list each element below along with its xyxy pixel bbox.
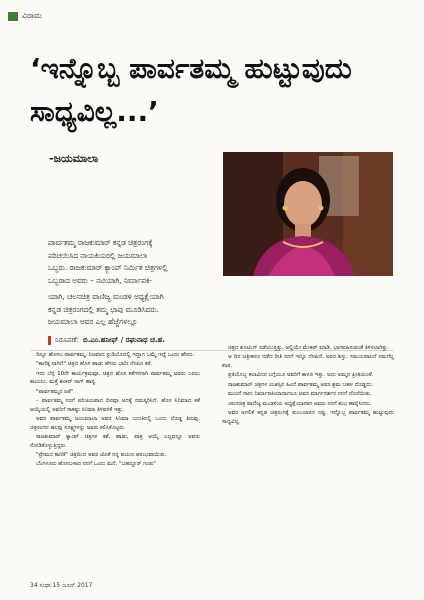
paragraph: ಪ್ರತಿಯೊಬ್ಬ ಕಲಾವಿದರ ಬಗ್ಗೆಯೂ ಅವರಿಗೆ ಕಾಳಜಿ ಇತ್ತು. ಅದು ಅಮ್ಮನ ಪ್ರೀತಿಯಂತೆ. bbox=[228, 372, 374, 379]
section-color-box bbox=[8, 12, 18, 21]
paragraph: ಆ ದಿನ ಚಿತ್ರೀಕರಣ ನಡೆದ ರೀತಿ ನನಗೆ ಇನ್ನೂ ನೆನಪಿದೆ. ಅವರ ಶಿಸ್ತು, ಸಮಯಪಾಲನೆ ನಮಗೆಲ್ಲ ಪಾಠ. bbox=[222, 354, 394, 369]
portrait-photo bbox=[223, 152, 393, 276]
byline: -ಜಯಮಾಲಾ bbox=[49, 152, 99, 165]
paragraph: ರಾಜಕುಮಾರ್ ಚಿತ್ರಗಳ ಯಶಸ್ಸಿನ ಹಿಂದೆ ಪಾರ್ವತಮ್ಮ ಅವರ ಶ್ರಮ ಬಹಳ ದೊಡ್ಡದು. bbox=[228, 381, 374, 388]
intro-line: ಯಾಗಿ, ಚಲನಚಿತ್ರ ವಾಣಿಜ್ಯ ಮಂಡಳಿ ಅಧ್ಯಕ್ಷೆಯಾಗಿ bbox=[48, 292, 164, 301]
intro-line: ಪರಿಚಯಿಸಿದ ನಾಯಕಿಯರಲ್ಲಿ ಜಯಮಾಲಾ bbox=[48, 250, 148, 260]
intro-line: ಪಾರ್ವತಮ್ಮ ರಾಜಕುಮಾರ್ ಕನ್ನಡ ಚಿತ್ರರಂಗಕ್ಕೆ bbox=[48, 238, 153, 247]
paragraph: ಅವರ ಅಗಲಿಕೆ ಕನ್ನಡ ಚಿತ್ರರಂಗಕ್ಕೆ ತುಂಬಲಾರದ ನಷ್ಟ. ಇನ್ನೊಬ್ಬ ಪಾರ್ವತಮ್ಮ ಹುಟ್ಟುವುದು ಸಾಧ್ಯವಿಲ್ಲ. bbox=[222, 410, 394, 425]
paragraph: "ಪಾರ್ವತಮ್ಮರ ಜತೆ" bbox=[36, 388, 74, 395]
paragraph: ಮುಂದೆ ನಾನು ನಿರ್ಮಾಪಕಿಯಾದಾಗಲೂ ಅವರ ಮಾರ್ಗದರ್ಶನ ನನಗೆ ದೊರೆಯಿತು. bbox=[228, 391, 372, 398]
section-label: ವಿರಾಮ bbox=[22, 11, 42, 20]
paragraph: ಬೆಂಗಳೂರು ಹೊಸಬಳಾದ ನನಗೆ ಒಂದು ಮನೆ, "ಬಹದ್ದೂರ್ ಗಂಡು" bbox=[36, 461, 157, 468]
credit-label: ನಿರೂಪಣೆ: bbox=[55, 336, 80, 344]
paragraph: "ಕಾಣಿಕ್ಕ ನಾಗಿಣಿ" ಚಿತ್ರದ ಹೊಸ ಹಾಡು ಹೆಸರು ಭಾರೀ ನೆನಪಿನ ಕತೆ. bbox=[36, 361, 153, 368]
intro-paragraph bbox=[48, 237, 226, 287]
portrait-illustration bbox=[223, 152, 393, 276]
page-footer: 34 ಸುಧಾ 15 ಜೂನ್ 2017 bbox=[30, 582, 93, 589]
paragraph: "ಪ್ರೇಮದ ಕಾಣಿಕೆ" ಚಿತ್ರದಿಂದ ಅವರ ಜೊತೆ ನನ್ನ ಪಯಣ ಆರಂಭವಾಯಿತು. bbox=[36, 451, 167, 458]
paragraph: ಚಿತ್ರದ ಶೂಟಿಂಗ್ ನಡೆಯುತ್ತಿತ್ತು. ಅಲ್ಲಿಯೇ ಮೇಕಪ್ ಮಾಡಿ, ಭಾಗವಹಿಸುವಂತೆ ತಿಳಿಸಲಾಗಿತ್ತು. bbox=[228, 345, 390, 351]
headline: ‘ಇನ್ನೊಬ್ಬ ಪಾರ್ವತಮ್ಮ ಹುಟ್ಟುವುದು ಸಾಧ್ಯವಿಲ್ಲ...’ bbox=[30, 52, 352, 128]
credit-names: ಬಿ.ಎಂ.ಹನೀಫ್ / ರಘುನಾಥ ಚ.ಹ. bbox=[83, 336, 166, 344]
intro-line: ಕನ್ನಡ ಚಿತ್ರರಂಗದಲ್ಲಿ ತಮ್ಮ ಛಾಪು ಮೂಡಿಸಿದರು. bbox=[48, 304, 159, 314]
section-tag bbox=[8, 11, 42, 21]
paragraph: ಚಲನಚಿತ್ರ ವಾಣಿಜ್ಯ ಮಂಡಳಿಯ ಅಧ್ಯಕ್ಷೆಯಾದಾಗ ಅವರು ನನಗೆ ಶುಭ ಹಾರೈಸಿದರು. bbox=[228, 400, 372, 407]
paragraph: ಅವರ ಪಾರ್ವತಮ್ಮ ಜಯಮಾಲಾ ಅವರ ಸಿನಿಮಾ ಬದುಕಿನಲ್ಲಿ ಒಂದು ದೊಡ್ಡ ತಿರುವು. ಚಿತ್ರರಂಗದ ಹಲವು ಸೂಕ್ಷ್ಮಗಳನ್ನು ಅವರು ಕಲಿಸಿಕೊಟ್ಟರು. bbox=[30, 416, 200, 431]
credit-marker bbox=[48, 336, 51, 345]
intro-line: ಜಯಮಾಲಾ ಅವರ ಎಲ್ಲ ಹೆಜ್ಜೆಗಳಲ್ಲೂ bbox=[48, 317, 138, 327]
intro-continuation bbox=[48, 291, 393, 329]
paragraph: ರಾಜಕುಮಾರ್ ಕ್ಯಾಂಪ್ ಚಿತ್ರಗಳ ಕತೆ, ಹಾಡು, ಪಾತ್ರ ಆಯ್ಕೆ ಎಲ್ಲವನ್ನೂ ಅವರು ನೋಡಿಕೊಳ್ಳುತ್ತಿದ್ದರು. bbox=[30, 434, 200, 449]
paragraph: ದಿನ್ನೂ ಹೊಸಬ ಪಾರ್ವತಮ್ಮ. ನಿಜವಾದ ಸ್ಟುಡಿಯೊದಲ್ಲಿ ಇದ್ದಾಗ ಒಮ್ಮೆ ಇದ್ದೆ ಒಂದು ಹೆಸರು. bbox=[36, 352, 195, 358]
body-column-left bbox=[30, 351, 200, 470]
credit-line bbox=[48, 336, 165, 345]
paragraph: ಇದು ಬೆಳ್ಳಿ 10ನೇ ಕಾರ್ಯಕ್ರಮವೂ. ಚಿತ್ರದ ಹೊಸ ಕತೆಗಳಿಗಾಗಿ ಪಾರ್ವತಮ್ಮ ಅವರು ಬರಲು ಕಾಯಲು. ಮತ್ತೆ ಶಂಕರ್ ನಾಗ್ ಹಾಸ್ಯ. bbox=[30, 370, 200, 386]
body-column-right bbox=[222, 344, 394, 427]
intro-line: ಒಬ್ಬರಾದ ಅವರು – ನಟಿಯಾಗಿ, ನಿರ್ಮಾಪಕಿ- bbox=[48, 275, 153, 285]
intro-line: ಒಬ್ಬರು. ರಾಜಕುಮಾರ್ ಕ್ಯಾಂಪ್ ನಿರ್ಮಿತ ಚಿತ್ರಗಳಲ್ಲಿ bbox=[48, 263, 168, 273]
paragraph: – ಪಾರ್ವತಮ್ಮ ನನಗೆ ಪರಿಚಯವಾದ ದಿನವೂ ಅದಕ್ಕೆ ನಮಸ್ಕರಿಸಿದೆ. ಹೊಸ ಸಿನಿಮಾದ ಕತೆ ಆಯ್ಕೆಯಲ್ಲಿ ಅವರಿಗೆ ಸಾಕಷ್ಟು ಸಿನಿಮಾ ತಿಳಿವಳಿಕೆ ಇತ್ತು. bbox=[30, 398, 200, 413]
